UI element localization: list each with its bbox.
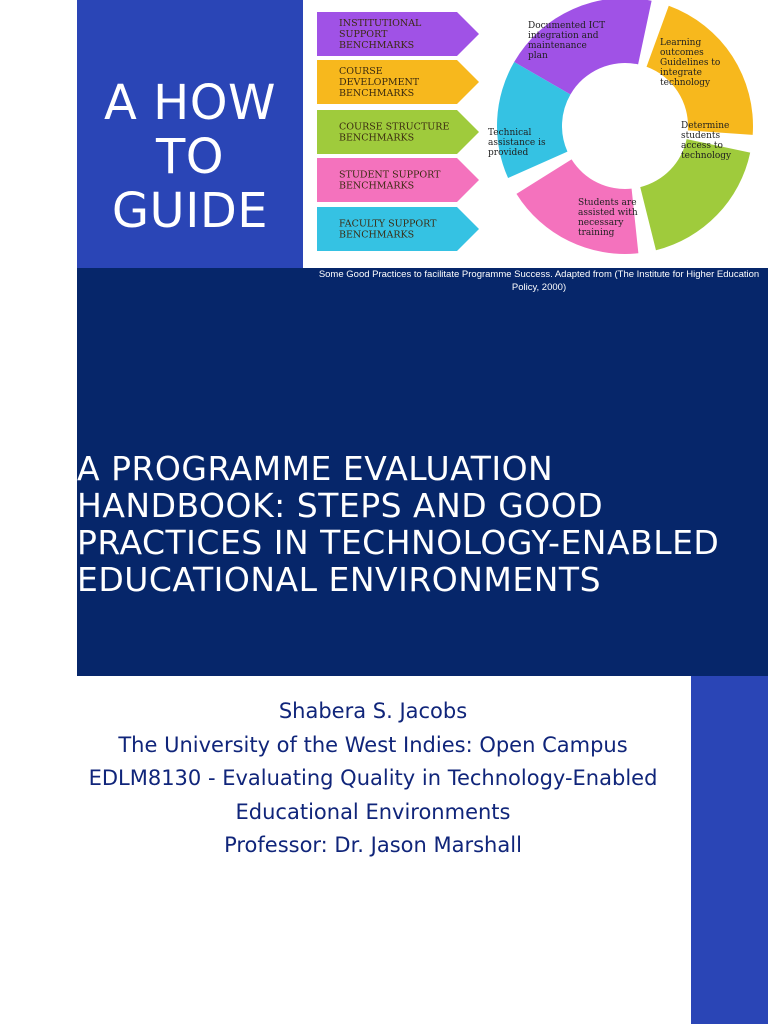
- cycle-step-label: plan: [528, 51, 548, 61]
- cycle-step-label: integration and: [528, 31, 599, 41]
- guide-label-line: TO: [155, 129, 225, 185]
- benchmark-label: INSTITUTIONAL: [339, 18, 422, 29]
- guide-label-line: A HOW: [104, 75, 276, 131]
- cycle-step-label: Documented ICT: [528, 21, 606, 31]
- benchmark-arrow: [317, 60, 479, 104]
- cycle-step-label: students: [681, 131, 721, 141]
- credits-block: [77, 695, 669, 863]
- cycle-step-label: Students are: [578, 198, 637, 208]
- handbook-title: A PROGRAMME EVALUATION HANDBOOK: STEPS AND GOOD PRACTICES IN TECHNOLOGY-ENABLED EDUCATIONAL ENVIRONMENTS: [77, 449, 720, 599]
- cycle-step-label: assisted with: [578, 208, 638, 218]
- infographic-caption: Some Good Practices to facilitate Programme Success. Adapted from (The Institute for Higher Education Policy, 2000): [318, 269, 760, 293]
- benchmark-label: BENCHMARKS: [339, 88, 415, 99]
- how-to-guide-heading: [77, 76, 303, 238]
- guide-label-line: GUIDE: [111, 183, 269, 239]
- good-practices-infographic: [303, 0, 768, 268]
- author-name: Shabera S. Jacobs: [278, 699, 468, 723]
- cycle-segment: [640, 121, 750, 250]
- cycle-step-label: Learning: [660, 38, 702, 48]
- cycle-step-label: necessary: [578, 218, 624, 228]
- decorative-side-bar: [691, 676, 768, 1024]
- benchmark-label: BENCHMARKS: [339, 40, 415, 51]
- benchmark-label: DEVELOPMENT: [339, 77, 420, 88]
- cycle-step-label: technology: [660, 78, 711, 88]
- professor-name: Professor: Dr. Jason Marshall: [224, 833, 522, 857]
- benchmark-label: BENCHMARKS: [339, 229, 415, 241]
- benchmark-arrow: [317, 207, 479, 251]
- benchmark-arrow: [317, 12, 479, 56]
- benchmark-label: FACULTY SUPPORT: [339, 218, 437, 230]
- cycle-step-label: assistance is: [488, 138, 546, 148]
- cycle-step-label: Technical: [488, 128, 532, 138]
- cycle-step-label: provided: [488, 148, 529, 158]
- cycle-step-label: Guidelines to: [660, 58, 721, 68]
- cycle-step-label: integrate: [660, 68, 702, 78]
- benchmark-label: BENCHMARKS: [339, 180, 415, 192]
- cycle-step-label: technology: [681, 151, 732, 161]
- cycle-segment: [516, 159, 638, 254]
- institution-name: The University of the West Indies: Open Campus: [118, 732, 628, 757]
- benchmark-label: COURSE STRUCTURE: [339, 121, 450, 133]
- cycle-step-label: maintenance: [528, 41, 587, 51]
- benchmark-arrow: [317, 110, 479, 154]
- benchmark-arrow: [317, 158, 479, 202]
- benchmark-label: BENCHMARKS: [339, 132, 415, 144]
- benchmark-label: SUPPORT: [339, 29, 388, 40]
- benchmark-label: STUDENT SUPPORT: [339, 169, 441, 181]
- cycle-step-label: Determine: [681, 121, 730, 131]
- cycle-step-label: outcomes: [660, 48, 704, 58]
- course-name: EDLM8130 - Evaluating Quality in Technology-Enabled Educational Environments: [88, 766, 658, 824]
- cycle-step-label: access to: [681, 141, 723, 151]
- benchmark-label: COURSE: [339, 66, 383, 77]
- cycle-segment: [647, 6, 753, 135]
- benchmarks-cycle-diagram: [303, 0, 768, 268]
- cycle-step-label: training: [578, 228, 615, 238]
